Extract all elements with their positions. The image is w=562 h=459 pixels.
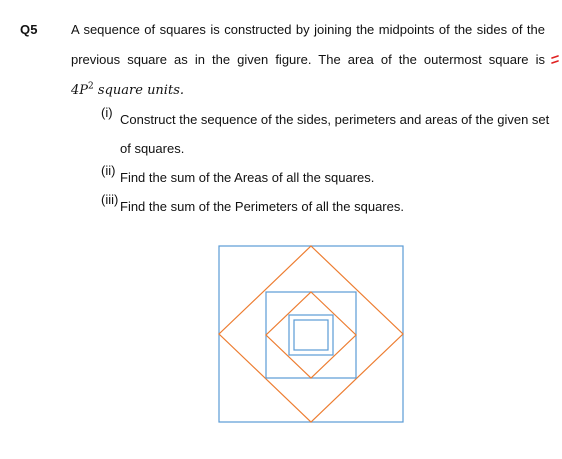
middle-diamond xyxy=(266,292,356,378)
part-text xyxy=(120,163,553,192)
area-unit-text: square units. xyxy=(97,83,184,98)
area-exponent: 2 xyxy=(88,81,94,92)
part-label: (ii) xyxy=(101,163,116,178)
part-text xyxy=(120,192,553,221)
part-i xyxy=(101,105,553,163)
part-label: (iii) xyxy=(101,192,119,207)
part-ii-line-1: Find the sum of the Areas of all the squares. xyxy=(120,170,375,185)
question-stem xyxy=(71,22,553,112)
outer-square xyxy=(219,246,403,422)
middle-square xyxy=(266,292,356,378)
inner-square xyxy=(289,315,333,355)
red-pen-mark xyxy=(551,51,559,69)
outer-diamond xyxy=(219,246,403,422)
question-parts xyxy=(101,105,553,221)
part-label: (i) xyxy=(101,105,113,120)
stem-line-2: previous square as in the given figure. The area of the outermost square is xyxy=(71,52,545,67)
part-i-line-1: Construct the sequence of the sides, perimeters and areas of the given set xyxy=(120,112,550,127)
part-ii xyxy=(101,163,553,192)
area-coefficient: 4 xyxy=(71,83,80,98)
part-iii-line-1: Find the sum of the Perimeters of all the squares. xyxy=(120,199,404,214)
question-number: Q5 xyxy=(20,22,38,37)
part-text xyxy=(120,105,553,163)
part-i-line-2: of squares. xyxy=(120,141,185,156)
innermost-square xyxy=(294,320,328,350)
stem-line-1: A sequence of squares is constructed by joining the midpoints of the sides of the xyxy=(71,22,545,37)
part-iii xyxy=(101,192,553,221)
area-variable: P xyxy=(79,83,89,98)
nested-squares-figure xyxy=(218,245,404,423)
area-expression xyxy=(71,83,184,98)
